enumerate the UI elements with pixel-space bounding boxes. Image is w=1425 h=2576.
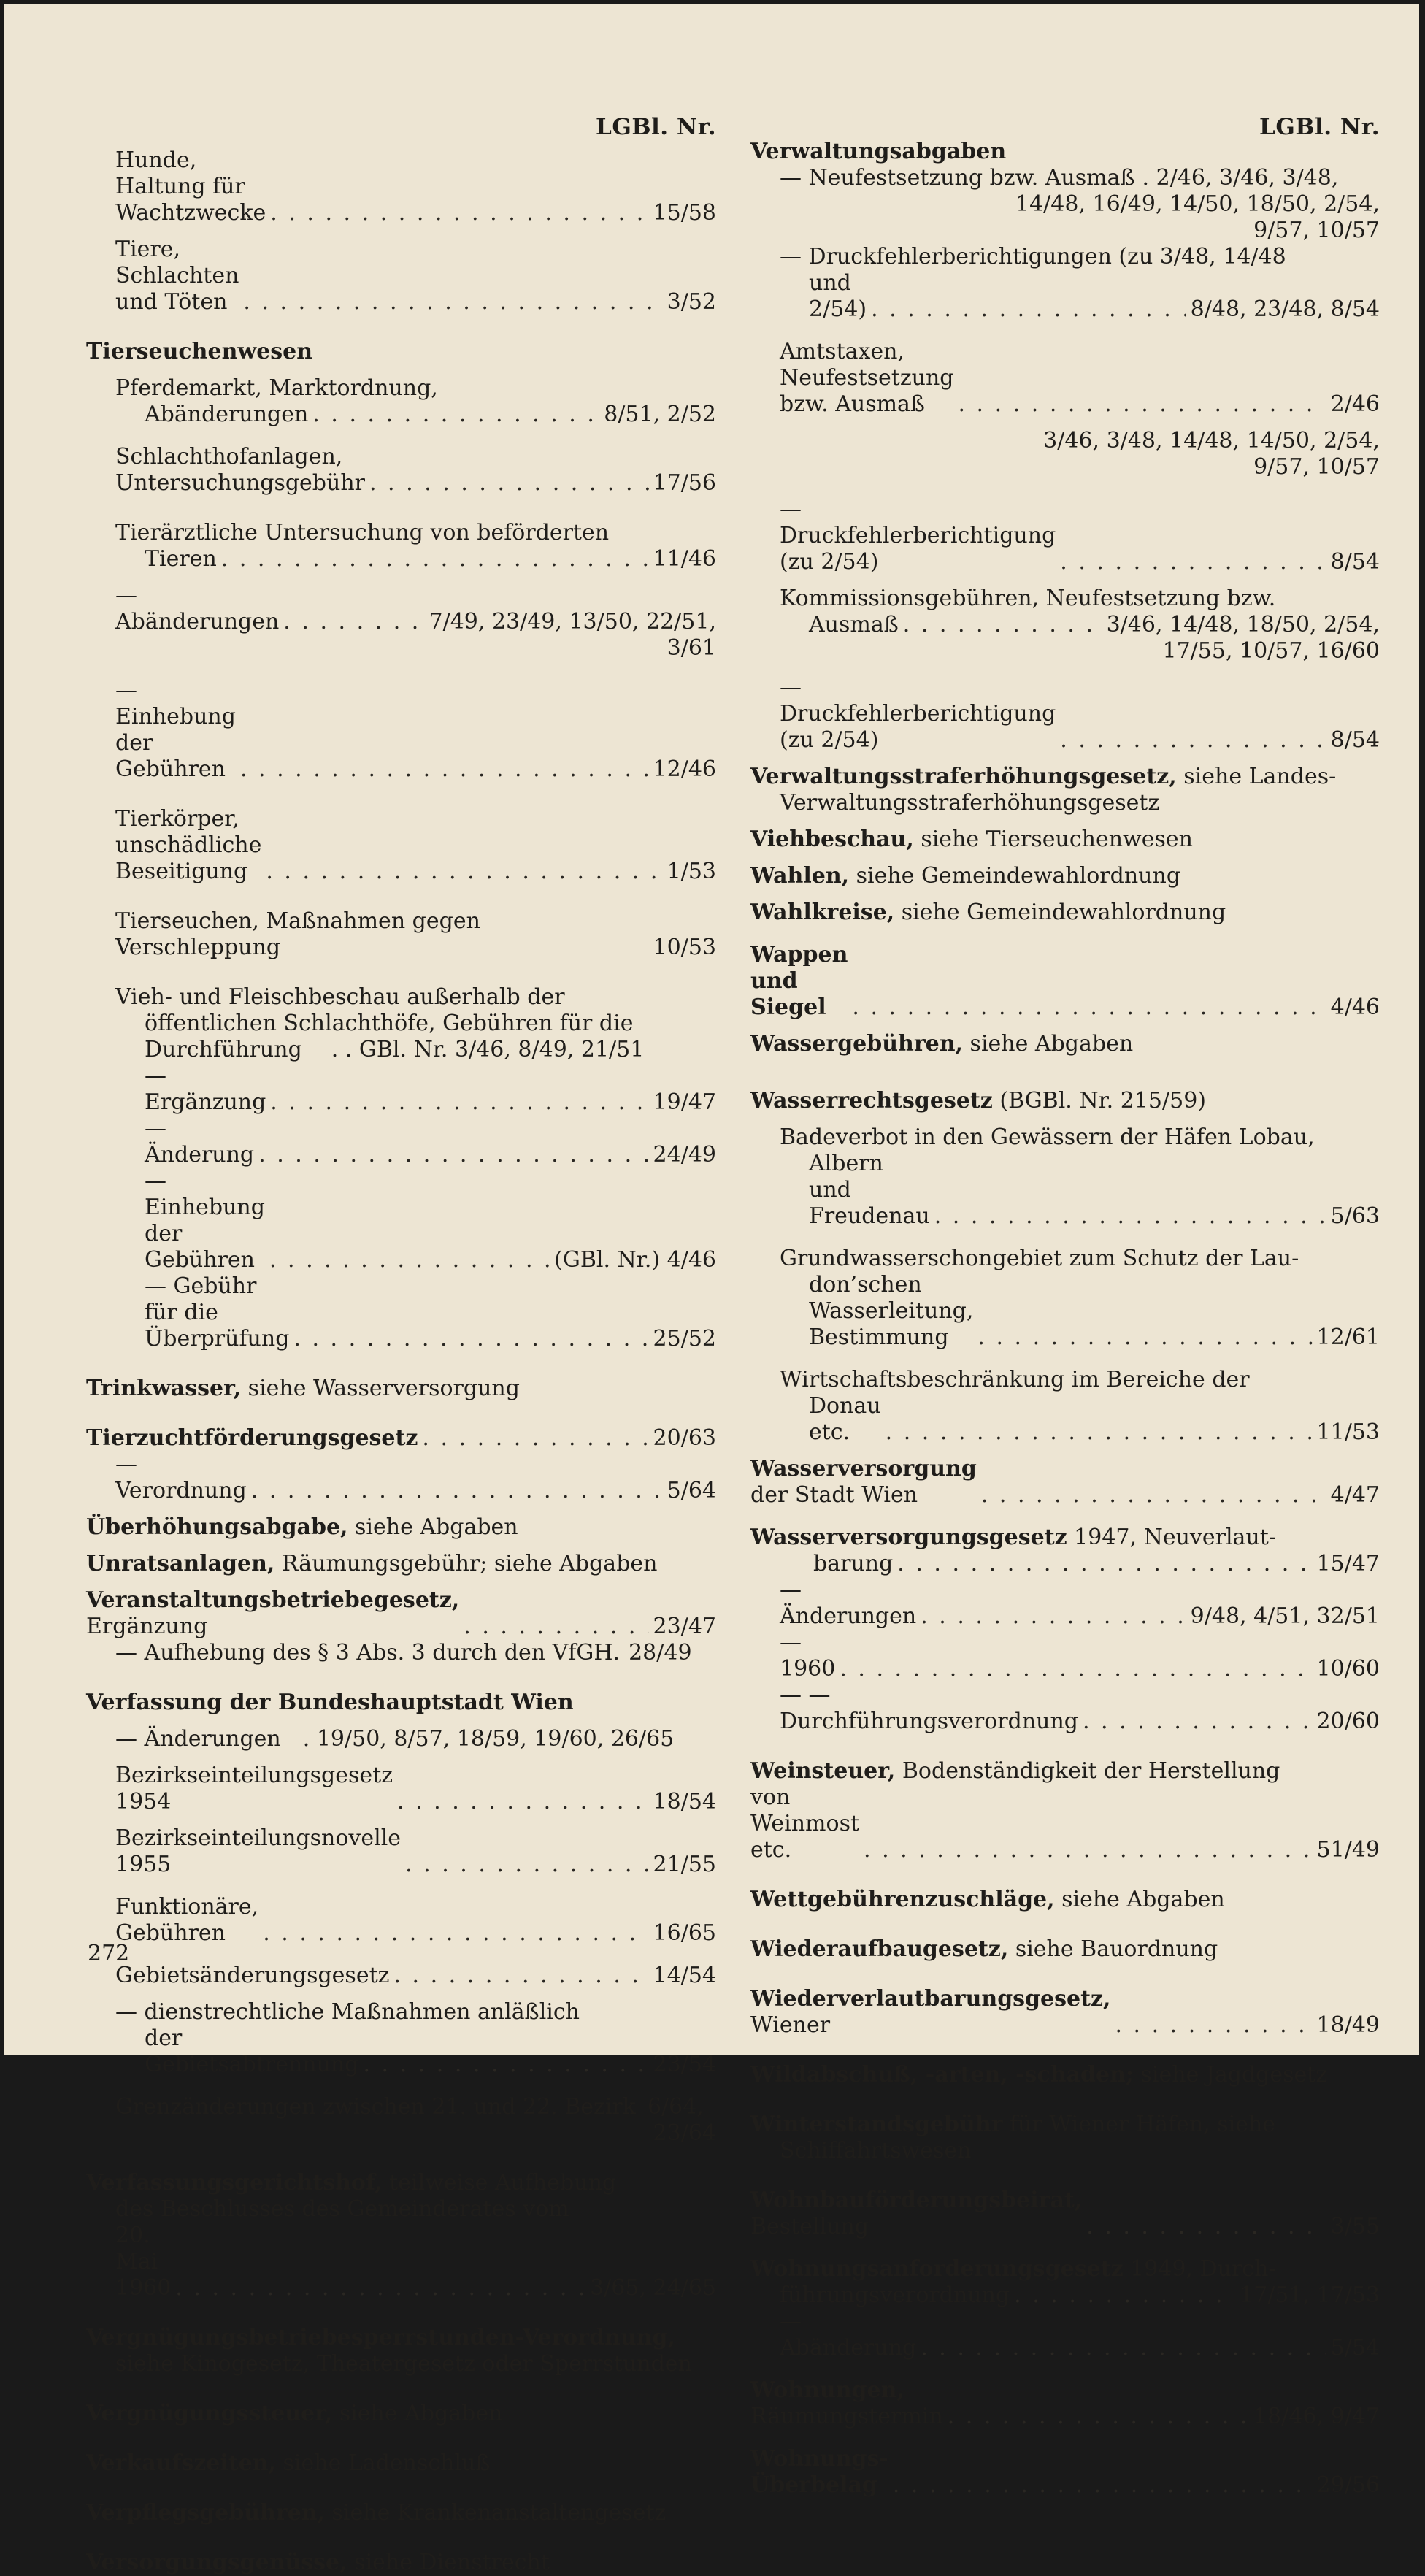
entry-tierseuchen: Tierseuchen, Maßnahmen gegen Verschleppung 10/53: [115, 908, 716, 960]
entry-trinkwasser: Trinkwasser, siehe Wasserversorgung: [86, 1376, 520, 1401]
entry-tierzucht: Tierzuchtförderungsgesetz . . . 20/63: [86, 1425, 716, 1452]
entry-wildabschuss: Wildabschuß, -arten, -schaden; siehe Jagdgesetz: [750, 2062, 1328, 2088]
entry-wohnungsanforderung: Wohnungsanforderungsgesetz 1949, Durch- führungsverordnung . . . 17/51, 17/53 — Abänderung . . . 5/54: [750, 2256, 1380, 2361]
entry-wohnungs-ueberbelag: Wohnungs-Überbelag . . . 29/56: [750, 2446, 1380, 2499]
entry-wohnbau: Wohnbauförderungsbeirat, Bestellung . . . 3/55: [750, 2188, 1380, 2240]
entry-wahlen: Wahlen, siehe Gemeindewahlordnung: [750, 863, 1181, 889]
entry-wohnungen: Wohnungen, Räumungstermin . . . 18/46, 9/47: [750, 2377, 1380, 2430]
left-column: [86, 114, 716, 2576]
entry-bezirk-1955: Bezirkseinteilungsnovelle 1955 . . . 21/55: [86, 1825, 716, 1878]
entry-grenzaenderungen: Grenzänderungen zwischen 21. und 22. Bezirk 6/64, 23/64: [115, 2094, 716, 2146]
entry-weinsteuer: Weinsteuer, Bodenständigkeit der Herstellung von Weinmost etc. . . . 51/49: [750, 1758, 1380, 1863]
entry-winterstand: Winterstandsgebühr für Wiener Häfen, siehe Schiffahrtswesen: [750, 2112, 1276, 2163]
entry-neufestsetzung: — Neufestsetzung bzw. Ausmaß . 2/46, 3/46, 3/48, 14/48, 16/49, 14/50, 18/50, 2/54, 9/57, 10/57: [780, 165, 1380, 243]
entry-verpflegsgebuehren: Verpflegsgebühren, siehe Krankenanstaltengesetz: [86, 2500, 667, 2526]
page-number: 272: [88, 1941, 130, 1966]
entry-verfassungsgerichtshof: Verfassungsgerichtshof, teilweise Aufhebung des Beschlusses des Gemeinderates vom 20. Mai 1960 . . . 3/65, 24/65: [86, 2170, 716, 2301]
entry-vergnuegungssteuer: Vergnügungssteuer, siehe Abgaben: [86, 2401, 503, 2426]
heading-verwaltungsabgaben: Verwaltungsabgaben: [750, 139, 1007, 164]
entry-gebietsaenderung: Gebietsänderungsgesetz . . . 14/54: [86, 1963, 716, 1989]
entry-einhebung: — Einhebung der Gebühren . . . 12/46: [86, 678, 716, 783]
entry-verfassung-aenderungen: — Änderungen . 19/50, 8/57, 18/59, 19/60, 26/65: [115, 1726, 675, 1752]
entry-pferdemarkt: Pferdemarkt, Marktordnung, Abänderungen . . . 8/51, 2/52: [86, 375, 716, 428]
entry-wiederverlautbarung: Wiederverlautbarungsgesetz, Wiener . . . 18/49: [750, 1986, 1380, 2039]
right-column: [750, 114, 1380, 2499]
entry-veranstaltung: Veranstaltungsbetriebegesetz, Ergänzung . . . 23/47: [86, 1587, 716, 1640]
entry-versorgungsgenuesse: Versorgungsgenüsse, siehe Dienstrecht: [86, 2550, 550, 2575]
entry-vieh: Vieh- und Fleischbeschau außerhalb der öffentlichen Schlachthöfe, Gebühren für die Durchführung . . GBl. Nr. 3/46, 8/49, 21/51 — Ergänzung . . . 19/47 — Änderung . . . 24/49 — Einhebung der Gebühren . . . (GBl. Nr.) 4/46 — Gebühr für die Überprüfung . . . 25/52: [86, 984, 716, 1352]
entry-hunde: Hunde, Haltung für Wachtzwecke . . . 15/58: [86, 147, 716, 226]
entry-wassergebuehren: Wassergebühren, siehe Abgaben: [750, 1031, 1134, 1057]
entry-druckfehler-1: — Druckfehlerberichtigungen (zu 3/48, 14/48 und 2/54) . . . 8/48, 23/48, 8/54: [750, 244, 1380, 323]
entry-kommissionsgebuehren: Kommissionsgebühren, Neufestsetzung bzw. Ausmaß . . . 3/46, 14/48, 18/50, 2/54, 17/55, 10/57, 16/60: [750, 586, 1380, 664]
entry-aufhebung: — Aufhebung des § 3 Abs. 3 durch den VfGH. 28/49: [115, 1640, 692, 1665]
entry-bezirk-1954: Bezirkseinteilungsgesetz 1954 . . . 18/54: [86, 1763, 716, 1815]
entry-viehbeschau: Viehbeschau, siehe Tierseuchenwesen: [750, 827, 1193, 852]
entry-unrat: Unratsanlagen, Räumungsgebühr; siehe Abgaben: [86, 1551, 658, 1576]
heading-tierseuchenwesen: Tierseuchenwesen: [86, 339, 313, 364]
entry-wappen: Wappen und Siegel . . . 4/46: [750, 942, 1380, 1021]
entry-funktionaere: Funktionäre, Gebühren . . . 16/65: [86, 1894, 716, 1947]
entry-badeverbot: Badeverbot in den Gewässern der Häfen Lobau, Albern und Freudenau . . . 5/63: [750, 1124, 1380, 1230]
entry-druckfehler-3: — Druckfehlerberichtigung (zu 2/54) . . . 8/54: [750, 675, 1380, 754]
left-column-header: LGBl. Nr.: [596, 114, 716, 140]
entry-druckfehler-2: — Druckfehlerberichtigung (zu 2/54) . . . 8/54: [750, 497, 1380, 575]
entry-tierkoerper: Tierkörper, unschädliche Beseitigung . . . 1/53: [86, 806, 716, 885]
entry-ueberhoehung: Überhöhungsabgabe, siehe Abgaben: [86, 1514, 518, 1540]
entry-wiederaufbau: Wiederaufbaugesetz, siehe Bauordnung: [750, 1936, 1218, 1962]
entry-grundwasser: Grundwasserschongebiet zum Schutz der Lau- don’schen Wasserleitung, Bestimmung . . . 12/61: [750, 1246, 1380, 1351]
entry-wasserversorgung: Wasserversorgung der Stadt Wien . . . 4/47: [750, 1456, 1380, 1509]
entry-tierzucht-verordnung: — Verordnung . . . 5/64: [86, 1452, 716, 1504]
entry-wettgebuehren: Wettgebührenzuschläge, siehe Abgaben: [750, 1887, 1225, 1912]
entry-wirtschaft: Wirtschaftsbeschränkung im Bereiche der Donau etc. . . . 11/53: [750, 1367, 1380, 1446]
index-page: [4, 4, 1419, 2575]
entry-wahlkreise: Wahlkreise, siehe Gemeindewahlordnung: [750, 900, 1226, 925]
entry-dienstrecht: — dienstrechtliche Maßnahmen anläßlich der Gebietsabtrennung . . . 23/54: [86, 1999, 716, 2078]
entry-tieraerztlich: Tierärztliche Untersuchung von beförderten Tieren . . . 11/46 — Abänderungen . . . 7/49, 23/49, 13/50, 22/51, 3/61: [86, 520, 716, 662]
entry-verkaufszeiten: Verkaufszeiten, siehe Ladenschluß: [86, 2450, 491, 2476]
entry-tiere: Tiere, Schlachten und Töten . . . 3/52: [86, 237, 716, 315]
entry-wasserversorgungsgesetz: Wasserversorgungsgesetz 1947, Neuverlaut- barung . . . 15/47 — Änderungen . . . 9/48, 4/51, 32/51 — 1960 . . . 10/60 — — Durchführungsverordnung . . . 20/60: [750, 1525, 1380, 1735]
entry-schlachthof: Schlachthofanlagen, Untersuchungsgebühr . . . 17/56: [86, 444, 716, 497]
right-column-header: LGBl. Nr.: [1259, 114, 1380, 140]
entry-vergnuegungsbetriebe: Vergnügungsbetriebesperrstunden-Verordnung, siehe Kinogesetz, Theatergesetz oder Sperrstunden: [86, 2325, 692, 2377]
entry-wasserrechtsgesetz: Wasserrechtsgesetz (BGBl. Nr. 215/59): [750, 1088, 1206, 1113]
entry-amtstaxen: Amtstaxen, Neufestsetzung bzw. Ausmaß . . . 2/46 3/46, 3/48, 14/48, 14/50, 2/54, 9/57, 10/57: [750, 339, 1380, 480]
entry-verwaltungsstraf: Verwaltungsstraferhöhungsgesetz, siehe Landes- Verwaltungsstraferhöhungsgesetz: [750, 764, 1337, 816]
heading-verfassung: Verfassung der Bundeshauptstadt Wien: [86, 1690, 574, 1715]
